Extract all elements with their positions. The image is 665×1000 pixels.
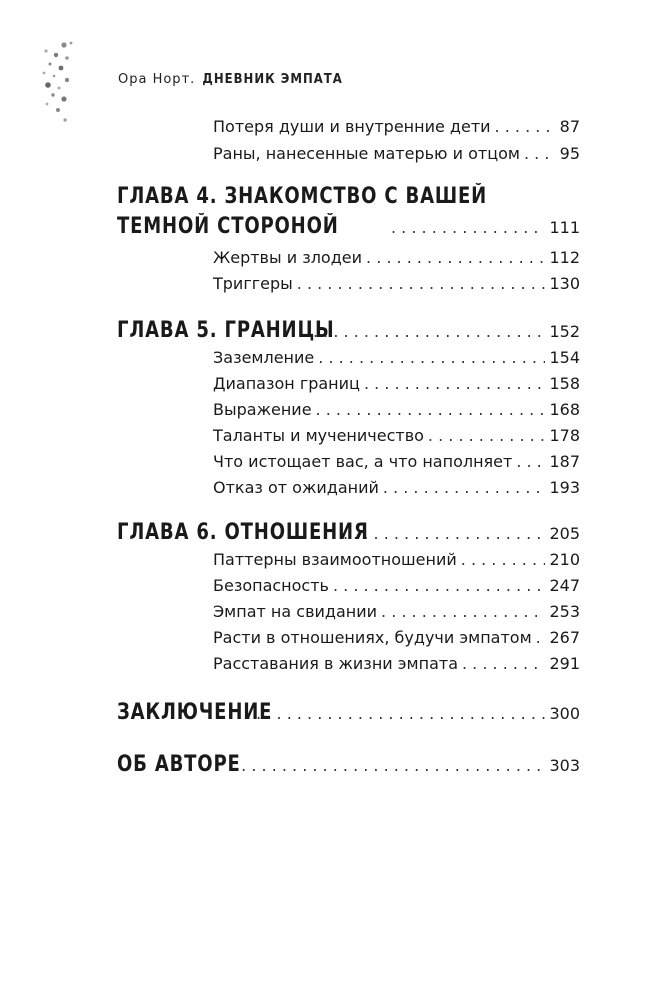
toc-entry-page: 291: [549, 654, 580, 673]
toc-leader: [297, 274, 546, 293]
toc-entry-page: 112: [549, 248, 580, 267]
toc-entry[interactable]: [213, 576, 580, 595]
toc-entry-title: Расставания в жизни эмпата: [213, 654, 458, 673]
toc-entry-page: 187: [549, 452, 580, 471]
toc-leader: [231, 756, 545, 775]
toc-entry-page: 210: [549, 550, 580, 569]
toc-entry[interactable]: [213, 374, 580, 393]
toc-leader: [343, 524, 545, 543]
chapter-6-title: ГЛАВА 6. ОТНОШЕНИЯ: [117, 520, 369, 545]
toc-chapter-5[interactable]: [117, 318, 580, 343]
toc-entry-page: 178: [549, 426, 580, 445]
toc-chapter-6[interactable]: [117, 520, 580, 545]
chapter-6-page: 205: [549, 524, 580, 543]
toc-entry[interactable]: [213, 248, 580, 267]
toc-entry-page: 95: [559, 144, 580, 163]
running-header: [118, 72, 343, 87]
chapter-5-page: 152: [549, 322, 580, 341]
toc-entry[interactable]: [213, 117, 580, 136]
toc-entry-page: 154: [549, 348, 580, 367]
toc-leader: [391, 218, 545, 237]
toc-entry[interactable]: [213, 478, 580, 497]
header-author: Ора Норт.: [118, 72, 196, 87]
about-author-title: ОБ АВТОРЕ: [117, 752, 241, 777]
toc-leader: [316, 400, 546, 419]
toc-entry-page: 158: [549, 374, 580, 393]
toc-entry[interactable]: [213, 654, 580, 673]
chapter-4-page: 111: [549, 218, 580, 237]
toc-entry[interactable]: [213, 274, 580, 293]
toc-entry[interactable]: [213, 628, 580, 647]
header-book-title: ДНЕВНИК ЭМПАТА: [202, 72, 343, 87]
toc-leader: [516, 452, 545, 471]
toc-leader: [246, 704, 545, 723]
toc-leader: [524, 144, 556, 163]
chapter-5-title: ГЛАВА 5. ГРАНИЦЫ: [117, 318, 335, 343]
chapter-4-title-line2: ТЕМНОЙ СТОРОНОЙ: [117, 214, 339, 239]
toc-entry-title: Потеря души и внутренние дети: [213, 117, 491, 136]
toc-entry-page: 168: [549, 400, 580, 419]
toc-entry[interactable]: [213, 550, 580, 569]
toc-entry-page: 193: [549, 478, 580, 497]
toc-entry-title: Что истощает вас, а что наполняет: [213, 452, 513, 471]
toc-about-author[interactable]: [117, 752, 580, 777]
toc-leader: [495, 117, 556, 136]
toc-chapter-4-line2[interactable]: [117, 214, 580, 239]
toc-entry-title: Диапазон границ: [213, 374, 360, 393]
toc-entry-page: 130: [549, 274, 580, 293]
toc-entry-title: Заземление: [213, 348, 315, 367]
toc-entry-title: Отказ от ожиданий: [213, 478, 379, 497]
toc-entry-page: 253: [549, 602, 580, 621]
toc-entry-page: 247: [549, 576, 580, 595]
toc-leader: [364, 374, 546, 393]
toc-leader: [333, 576, 545, 595]
toc-entry-title: Выражение: [213, 400, 312, 419]
decorative-dots: [40, 40, 80, 140]
toc-entry-title: Жертвы и злодеи: [213, 248, 363, 267]
toc-entry[interactable]: [213, 452, 580, 471]
toc-leader: [383, 478, 546, 497]
toc-conclusion[interactable]: [117, 700, 580, 725]
toc-leader: [461, 550, 546, 569]
toc-chapter-4-line1[interactable]: [117, 184, 580, 209]
toc-entry[interactable]: [213, 144, 580, 163]
toc-entry-title: Таланты и мученичество: [213, 426, 424, 445]
toc-entry-title: Расти в отношениях, будучи эмпатом: [213, 628, 532, 647]
conclusion-page: 300: [549, 704, 580, 723]
toc-leader: [536, 628, 546, 647]
toc-entry[interactable]: [213, 348, 580, 367]
toc-entry-title: Эмпат на свидании: [213, 602, 378, 621]
toc-entry-title: Раны, нанесенные матерью и отцом: [213, 144, 520, 163]
toc-entry-page: 267: [549, 628, 580, 647]
toc-entry[interactable]: [213, 426, 580, 445]
toc-leader: [381, 602, 545, 621]
toc-leader: [313, 322, 545, 341]
toc-entry-title: Паттерны взаимоотношений: [213, 550, 457, 569]
toc-leader: [462, 654, 545, 673]
toc-entry-title: Триггеры: [213, 274, 293, 293]
toc-entry-title: Безопасность: [213, 576, 329, 595]
chapter-4-title-line1: ГЛАВА 4. ЗНАКОМСТВО С ВАШЕЙ: [117, 184, 488, 209]
toc-entry-page: 87: [559, 117, 580, 136]
toc-entry[interactable]: [213, 602, 580, 621]
conclusion-title: ЗАКЛЮЧЕНИЕ: [117, 700, 273, 725]
toc-leader: [366, 248, 545, 267]
about-author-page: 303: [549, 756, 580, 775]
toc-leader: [428, 426, 546, 445]
toc-leader: [318, 348, 545, 367]
toc-entry[interactable]: [213, 400, 580, 419]
